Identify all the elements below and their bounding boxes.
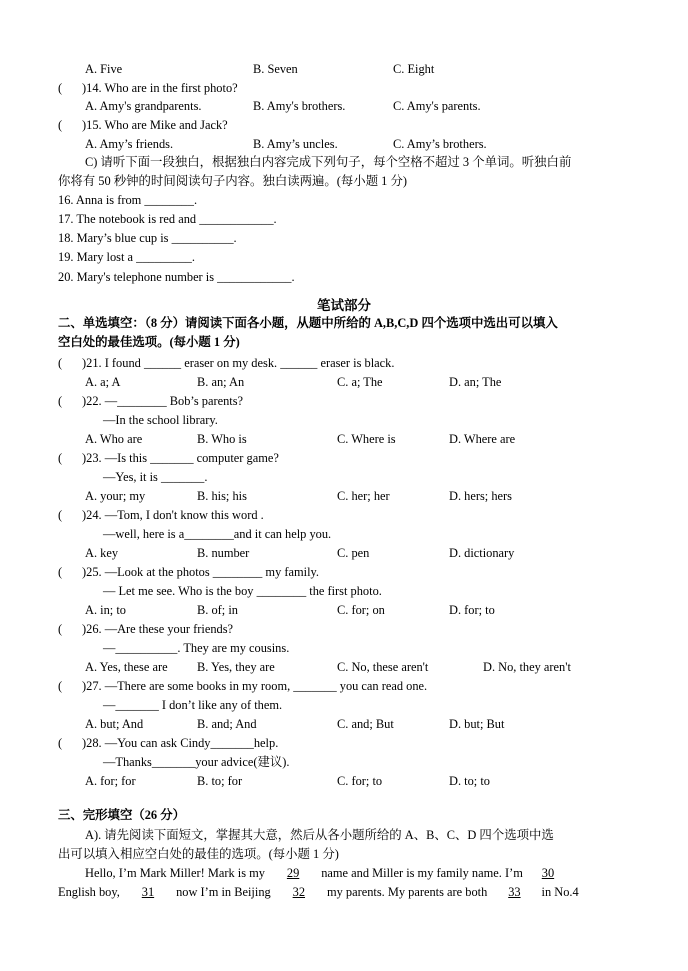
- q27-option-b: B. and; And: [197, 717, 257, 731]
- q27-stem: )27. —There are some books in my room, _______ you can read one.: [82, 679, 428, 693]
- q13-option-b: B. Seven: [253, 62, 298, 76]
- q24-option-b: B. number: [197, 546, 250, 560]
- q14-paren: (: [58, 81, 63, 95]
- q15-paren: (: [58, 118, 63, 132]
- q26-sub: —__________. They are my cousins.: [103, 641, 290, 655]
- q13-option-a: A. Five: [85, 62, 123, 76]
- q15-option-b: B. Amy’s uncles.: [253, 137, 338, 151]
- q23-option-d: D. hers; hers: [449, 489, 512, 503]
- q25-sub: — Let me see. Who is the boy ________ the first photo.: [103, 584, 382, 598]
- q23-option-a: A. your; my: [85, 489, 146, 503]
- passage-line-2: [58, 885, 579, 899]
- q13-option-c: C. Eight: [393, 62, 435, 76]
- q24-sub: —well, here is a________and it can help you.: [103, 527, 332, 541]
- q23-option-b: B. his; his: [197, 489, 247, 503]
- blank-30: 30: [541, 866, 555, 880]
- fill-item: 16. Anna is from ________.: [58, 193, 198, 207]
- q22-stem: )22. —________ Bob’s parents?: [82, 394, 244, 408]
- q24-option-d: D. dictionary: [449, 546, 515, 560]
- q14-option-b: B. Amy's brothers.: [253, 99, 346, 113]
- q24-paren: (: [58, 508, 63, 522]
- written-part-title: 笔试部分: [317, 298, 371, 313]
- q14-option-c: C. Amy's parents.: [393, 99, 481, 113]
- passage-line-1: [85, 866, 570, 880]
- fill-item: 20. Mary's telephone number is ____________.: [58, 270, 295, 284]
- fill-item: 17. The notebook is red and ____________.: [58, 212, 277, 226]
- q21-option-b: B. an; An: [197, 375, 245, 389]
- q21-option-a: A. a; A: [85, 375, 121, 389]
- q22-option-c: C. Where is: [337, 432, 396, 446]
- passage-text: name and Miller is my family name. I’m: [321, 866, 523, 880]
- passage-text: now I’m in Beijing: [176, 885, 271, 899]
- section2-heading-2: 空白处的最佳选项。(每小题 1 分): [58, 335, 240, 349]
- q27-sub: —_______ I don’t like any of them.: [103, 698, 283, 712]
- section3-heading: 三、完形填空（26 分）: [58, 808, 186, 822]
- q22-option-d: D. Where are: [449, 432, 516, 446]
- q25-option-b: B. of; in: [197, 603, 238, 617]
- q26-option-c: C. No, these aren't: [337, 660, 429, 674]
- fill-item: 18. Mary’s blue cup is __________.: [58, 231, 237, 245]
- blank-31: 31: [141, 885, 155, 899]
- q23-stem: )23. —Is this _______ computer game?: [82, 451, 279, 465]
- q27-option-c: C. and; But: [337, 717, 394, 731]
- passage-text: Hello, I’m Mark Miller! Mark is my: [85, 866, 265, 880]
- q21-stem: )21. I found ______ eraser on my desk. ______ eraser is black.: [82, 356, 395, 370]
- q23-paren: (: [58, 451, 63, 465]
- blank-29: 29: [286, 866, 300, 880]
- q28-option-b: B. to; for: [197, 774, 243, 788]
- section2-heading-1: 二、单选填空：（8 分）请阅读下面各小题，从题中所给的 A,B,C,D 四个选项中选出可以填入: [58, 316, 558, 330]
- passage-text: in No.4: [541, 885, 579, 899]
- q28-sub: —Thanks_______your advice(建议).: [103, 755, 290, 769]
- partc-instruction-2: 你将有 50 秒钟的时间阅读句子内容。独白读两遍。(每小题 1 分): [58, 174, 407, 188]
- q27-option-d: D. but; But: [449, 717, 505, 731]
- q15-stem: )15. Who are Mike and Jack?: [82, 118, 228, 132]
- q21-option-c: C. a; The: [337, 375, 383, 389]
- q15-option-a: A. Amy’s friends.: [85, 137, 174, 151]
- q24-option-a: A. key: [85, 546, 119, 560]
- passage-text: my parents. My parents are both: [326, 885, 488, 899]
- q25-option-d: D. for; to: [449, 603, 495, 617]
- q22-sub: —In the school library.: [103, 413, 218, 427]
- q27-paren: (: [58, 679, 63, 693]
- q26-option-a: A. Yes, these are: [85, 660, 168, 674]
- q25-stem: )25. —Look at the photos ________ my family.: [82, 565, 320, 579]
- q28-paren: (: [58, 736, 63, 750]
- q27-option-a: A. but; And: [85, 717, 144, 731]
- q28-stem: )28. —You can ask Cindy_______help.: [82, 736, 279, 750]
- q25-paren: (: [58, 565, 63, 579]
- q21-option-d: D. an; The: [449, 375, 502, 389]
- q23-option-c: C. her; her: [337, 489, 390, 503]
- q25-option-a: A. in; to: [85, 603, 126, 617]
- section3-instruction-1: A). 请先阅读下面短文，掌握其大意，然后从各小题所给的 A、B、C、D 四个选项中选: [85, 828, 554, 842]
- blank-33: 33: [508, 885, 521, 899]
- q23-sub: —Yes, it is _______.: [103, 470, 208, 484]
- q22-paren: (: [58, 394, 63, 408]
- q22-option-b: B. Who is: [197, 432, 247, 446]
- q28-option-c: C. for; to: [337, 774, 383, 788]
- passage-text: English boy,: [58, 885, 120, 899]
- q14-option-a: A. Amy's grandparents.: [85, 99, 202, 113]
- blank-32: 32: [292, 885, 306, 899]
- q24-stem: )24. —Tom, I don't know this word .: [82, 508, 264, 522]
- q26-stem: )26. —Are these your friends?: [82, 622, 234, 636]
- q22-option-a: A. Who are: [85, 432, 143, 446]
- q26-option-d: D. No, they aren't: [483, 660, 571, 674]
- q28-option-d: D. to; to: [449, 774, 490, 788]
- q26-paren: (: [58, 622, 63, 636]
- section3-instruction-2: 出可以填入相应空白处的最佳的选项。(每小题 1 分): [58, 847, 339, 861]
- q15-option-c: C. Amy’s brothers.: [393, 137, 487, 151]
- q28-option-a: A. for; for: [85, 774, 136, 788]
- q25-option-c: C. for; on: [337, 603, 385, 617]
- q26-option-b: B. Yes, they are: [197, 660, 275, 674]
- q21-paren: (: [58, 356, 63, 370]
- fill-item: 19. Mary lost a _________.: [58, 250, 195, 264]
- q24-option-c: C. pen: [337, 546, 370, 560]
- q14-stem: )14. Who are in the first photo?: [82, 81, 238, 95]
- partc-instruction-1: C) 请听下面一段独白，根据独白内容完成下列句子，每个空格不超过 3 个单词。听独白前: [85, 155, 572, 169]
